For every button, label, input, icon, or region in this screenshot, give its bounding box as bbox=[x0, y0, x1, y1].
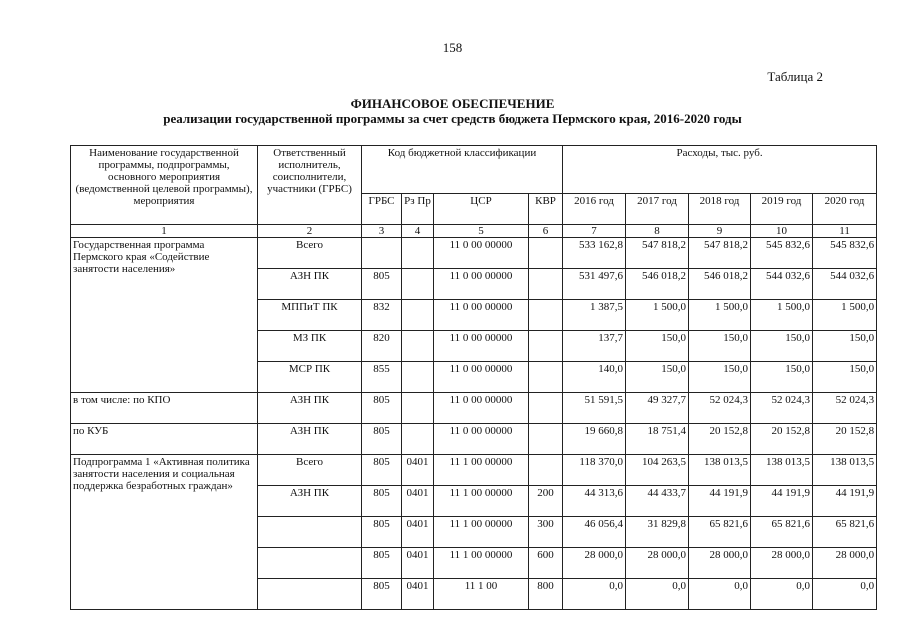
cell-amount: 150,0 bbox=[689, 331, 751, 362]
document-subtitle: реализации государственной программы за счет средств бюджета Пермского края, 2016-2020 годы bbox=[163, 111, 742, 126]
cell-amount: 65 821,6 bbox=[813, 517, 877, 548]
column-number: 1 bbox=[71, 225, 258, 238]
cell-amount: 150,0 bbox=[626, 331, 689, 362]
column-number: 8 bbox=[626, 225, 689, 238]
column-number-row bbox=[71, 225, 877, 238]
cell-amount: 1 387,5 bbox=[563, 300, 626, 331]
cell-rzpr: 0401 bbox=[402, 455, 434, 486]
cell-amount: 137,7 bbox=[563, 331, 626, 362]
cell-rzpr: 0401 bbox=[402, 548, 434, 579]
cell-csr: 11 0 00 00000 bbox=[434, 424, 529, 455]
header-budget-code: Код бюджетной классификации bbox=[362, 146, 563, 194]
cell-csr: 11 0 00 00000 bbox=[434, 269, 529, 300]
cell-rzpr: 0401 bbox=[402, 486, 434, 517]
header-expenses: Расходы, тыс. руб. bbox=[563, 146, 877, 194]
header-year-2020: 2020 год bbox=[813, 194, 877, 225]
cell-amount: 0,0 bbox=[751, 579, 813, 610]
table-label: Таблица 2 bbox=[767, 69, 823, 84]
cell-executor bbox=[258, 548, 362, 579]
cell-amount: 20 152,8 bbox=[813, 424, 877, 455]
cell-amount: 0,0 bbox=[563, 579, 626, 610]
cell-csr: 11 1 00 bbox=[434, 579, 529, 610]
row-group-name: по КУБ bbox=[71, 424, 258, 455]
header-name: Наименование государственной программы, подпрограммы, основного мероприятия (ведомственной целевой программы), мероприятия bbox=[71, 146, 258, 225]
cell-executor: Всего bbox=[258, 238, 362, 269]
cell-amount: 52 024,3 bbox=[751, 393, 813, 424]
cell-amount: 546 018,2 bbox=[689, 269, 751, 300]
cell-amount: 28 000,0 bbox=[626, 548, 689, 579]
cell-kvr bbox=[529, 269, 563, 300]
header-year-2017: 2017 год bbox=[626, 194, 689, 225]
header-csr: ЦСР bbox=[434, 194, 529, 225]
cell-kvr bbox=[529, 362, 563, 393]
cell-amount: 18 751,4 bbox=[626, 424, 689, 455]
cell-amount: 1 500,0 bbox=[813, 300, 877, 331]
column-number: 11 bbox=[813, 225, 877, 238]
cell-grbs: 855 bbox=[362, 362, 402, 393]
cell-executor: МППиТ ПК bbox=[258, 300, 362, 331]
cell-grbs: 805 bbox=[362, 517, 402, 548]
cell-amount: 52 024,3 bbox=[689, 393, 751, 424]
cell-rzpr bbox=[402, 362, 434, 393]
column-number: 2 bbox=[258, 225, 362, 238]
cell-amount: 1 500,0 bbox=[689, 300, 751, 331]
cell-kvr bbox=[529, 393, 563, 424]
column-number: 7 bbox=[563, 225, 626, 238]
column-number: 3 bbox=[362, 225, 402, 238]
cell-executor: МСР ПК bbox=[258, 362, 362, 393]
cell-grbs: 832 bbox=[362, 300, 402, 331]
cell-amount: 28 000,0 bbox=[813, 548, 877, 579]
cell-amount: 140,0 bbox=[563, 362, 626, 393]
header-year-2019: 2019 год bbox=[751, 194, 813, 225]
cell-executor bbox=[258, 517, 362, 548]
cell-rzpr bbox=[402, 300, 434, 331]
header-grbs: ГРБС bbox=[362, 194, 402, 225]
cell-amount: 51 591,5 bbox=[563, 393, 626, 424]
cell-amount: 44 191,9 bbox=[689, 486, 751, 517]
cell-executor: АЗН ПК bbox=[258, 486, 362, 517]
cell-executor bbox=[258, 579, 362, 610]
cell-kvr: 600 bbox=[529, 548, 563, 579]
table-row bbox=[71, 455, 877, 486]
header-year-2018: 2018 год bbox=[689, 194, 751, 225]
cell-amount: 138 013,5 bbox=[813, 455, 877, 486]
cell-grbs: 805 bbox=[362, 393, 402, 424]
cell-rzpr: 0401 bbox=[402, 517, 434, 548]
cell-amount: 28 000,0 bbox=[751, 548, 813, 579]
cell-executor: АЗН ПК bbox=[258, 269, 362, 300]
cell-csr: 11 1 00 00000 bbox=[434, 548, 529, 579]
cell-rzpr bbox=[402, 424, 434, 455]
cell-amount: 0,0 bbox=[626, 579, 689, 610]
cell-csr: 11 1 00 00000 bbox=[434, 455, 529, 486]
header-kvr: КВР bbox=[529, 194, 563, 225]
column-number: 4 bbox=[402, 225, 434, 238]
cell-executor: Всего bbox=[258, 455, 362, 486]
cell-amount: 20 152,8 bbox=[751, 424, 813, 455]
cell-kvr bbox=[529, 331, 563, 362]
cell-rzpr: 0401 bbox=[402, 579, 434, 610]
cell-amount: 0,0 bbox=[813, 579, 877, 610]
cell-csr: 11 0 00 00000 bbox=[434, 238, 529, 269]
cell-amount: 150,0 bbox=[751, 331, 813, 362]
cell-amount: 138 013,5 bbox=[689, 455, 751, 486]
cell-amount: 44 191,9 bbox=[813, 486, 877, 517]
cell-amount: 150,0 bbox=[689, 362, 751, 393]
cell-amount: 28 000,0 bbox=[689, 548, 751, 579]
cell-grbs: 805 bbox=[362, 424, 402, 455]
cell-amount: 46 056,4 bbox=[563, 517, 626, 548]
cell-amount: 19 660,8 bbox=[563, 424, 626, 455]
cell-amount: 544 032,6 bbox=[751, 269, 813, 300]
cell-kvr bbox=[529, 424, 563, 455]
cell-amount: 1 500,0 bbox=[626, 300, 689, 331]
cell-amount: 544 032,6 bbox=[813, 269, 877, 300]
cell-amount: 44 191,9 bbox=[751, 486, 813, 517]
column-number: 9 bbox=[689, 225, 751, 238]
cell-amount: 20 152,8 bbox=[689, 424, 751, 455]
cell-csr: 11 0 00 00000 bbox=[434, 362, 529, 393]
cell-grbs: 805 bbox=[362, 269, 402, 300]
cell-amount: 150,0 bbox=[813, 362, 877, 393]
cell-rzpr bbox=[402, 269, 434, 300]
header-year-2016: 2016 год bbox=[563, 194, 626, 225]
cell-amount: 104 263,5 bbox=[626, 455, 689, 486]
cell-executor: АЗН ПК bbox=[258, 393, 362, 424]
cell-amount: 531 497,6 bbox=[563, 269, 626, 300]
page-number: 158 bbox=[442, 40, 463, 55]
cell-amount: 150,0 bbox=[751, 362, 813, 393]
cell-amount: 547 818,2 bbox=[689, 238, 751, 269]
column-number: 5 bbox=[434, 225, 529, 238]
cell-rzpr bbox=[402, 331, 434, 362]
row-group-name: Подпрограмма 1 «Активная политика занятости населения и социальная поддержка безработных граждан» bbox=[71, 455, 258, 610]
header-rzpr: Рз Пр bbox=[402, 194, 434, 225]
cell-amount: 65 821,6 bbox=[689, 517, 751, 548]
cell-rzpr bbox=[402, 238, 434, 269]
cell-csr: 11 0 00 00000 bbox=[434, 393, 529, 424]
cell-executor: АЗН ПК bbox=[258, 424, 362, 455]
cell-amount: 150,0 bbox=[813, 331, 877, 362]
cell-amount: 150,0 bbox=[626, 362, 689, 393]
cell-amount: 49 327,7 bbox=[626, 393, 689, 424]
cell-grbs: 805 bbox=[362, 579, 402, 610]
table-row bbox=[71, 393, 877, 424]
column-number: 10 bbox=[751, 225, 813, 238]
cell-amount: 31 829,8 bbox=[626, 517, 689, 548]
cell-csr: 11 0 00 00000 bbox=[434, 331, 529, 362]
header-executor: Ответственный исполнитель, соисполнители, участники (ГРБС) bbox=[258, 146, 362, 225]
cell-rzpr bbox=[402, 393, 434, 424]
cell-kvr: 200 bbox=[529, 486, 563, 517]
cell-grbs: 820 bbox=[362, 331, 402, 362]
cell-amount: 1 500,0 bbox=[751, 300, 813, 331]
cell-amount: 138 013,5 bbox=[751, 455, 813, 486]
table-body bbox=[71, 238, 877, 610]
cell-amount: 0,0 bbox=[689, 579, 751, 610]
cell-amount: 44 433,7 bbox=[626, 486, 689, 517]
cell-grbs: 805 bbox=[362, 486, 402, 517]
cell-kvr: 800 bbox=[529, 579, 563, 610]
document-title: ФИНАНСОВОЕ ОБЕСПЕЧЕНИЕ bbox=[350, 96, 555, 111]
cell-kvr bbox=[529, 455, 563, 486]
cell-grbs bbox=[362, 238, 402, 269]
cell-csr: 11 1 00 00000 bbox=[434, 486, 529, 517]
cell-amount: 44 313,6 bbox=[563, 486, 626, 517]
cell-csr: 11 1 00 00000 bbox=[434, 517, 529, 548]
table-row bbox=[71, 424, 877, 455]
cell-amount: 28 000,0 bbox=[563, 548, 626, 579]
cell-amount: 545 832,6 bbox=[751, 238, 813, 269]
cell-kvr bbox=[529, 238, 563, 269]
finance-table bbox=[70, 145, 877, 610]
cell-grbs: 805 bbox=[362, 455, 402, 486]
cell-kvr: 300 bbox=[529, 517, 563, 548]
table-row bbox=[71, 238, 877, 269]
cell-amount: 546 018,2 bbox=[626, 269, 689, 300]
cell-executor: МЗ ПК bbox=[258, 331, 362, 362]
cell-amount: 52 024,3 bbox=[813, 393, 877, 424]
cell-grbs: 805 bbox=[362, 548, 402, 579]
cell-amount: 533 162,8 bbox=[563, 238, 626, 269]
cell-kvr bbox=[529, 300, 563, 331]
cell-csr: 11 0 00 00000 bbox=[434, 300, 529, 331]
row-group-name: в том числе: по КПО bbox=[71, 393, 258, 424]
column-number: 6 bbox=[529, 225, 563, 238]
row-group-name: Государственная программа Пермского края «Содействие занятости населения» bbox=[71, 238, 258, 393]
cell-amount: 65 821,6 bbox=[751, 517, 813, 548]
cell-amount: 118 370,0 bbox=[563, 455, 626, 486]
cell-amount: 545 832,6 bbox=[813, 238, 877, 269]
cell-amount: 547 818,2 bbox=[626, 238, 689, 269]
